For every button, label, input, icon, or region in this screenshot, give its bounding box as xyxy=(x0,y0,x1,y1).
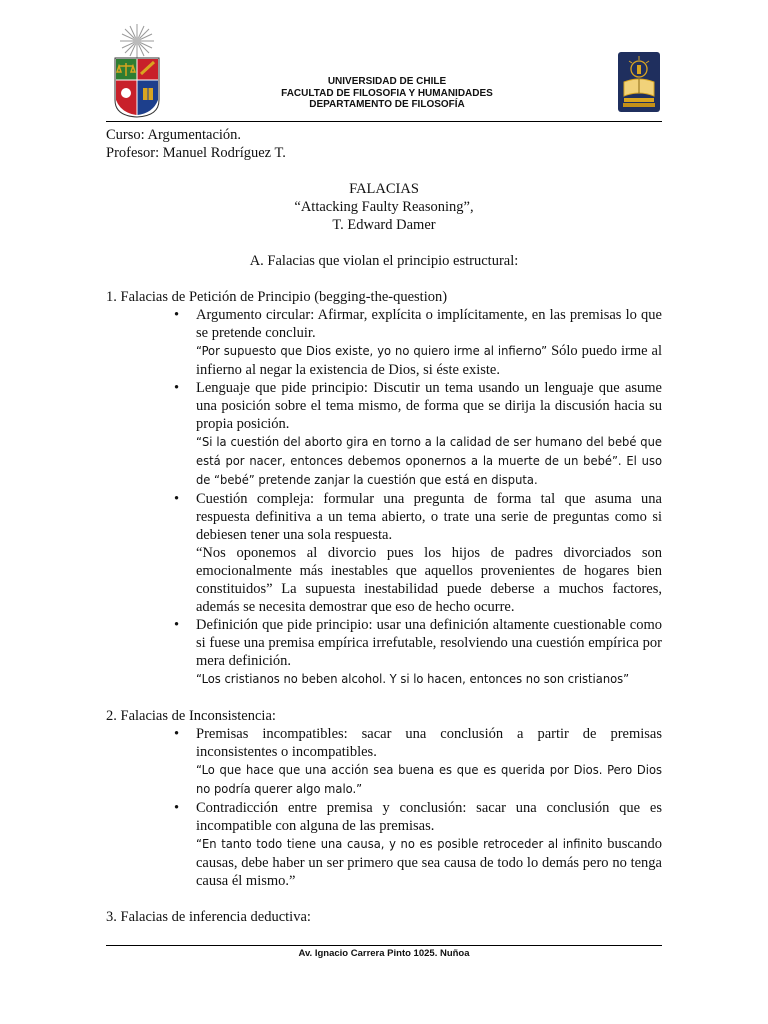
fallacy-definition: • Contradicción entre premisa y conclusión: sacar una conclusión que es incompatible con alguna de las premisas. xyxy=(196,800,662,834)
fallacy-list xyxy=(106,306,662,689)
section-heading: 2. Falacias de Inconsistencia: xyxy=(106,708,276,724)
fallacy-example xyxy=(196,670,662,689)
example-text: buscando causas, debe haber un ser primero que sea causa de todo lo demás pero no tenga causa él mismo.” xyxy=(196,836,662,889)
fallacy-example xyxy=(196,835,662,890)
example-quote: “Nos oponemos al divorcio pues los hijos de padres divorciados son xyxy=(196,545,662,561)
header-divider xyxy=(106,121,662,122)
footer-address: Av. Ignacio Carrera Pinto 1025. Nuñoa xyxy=(298,948,470,959)
section-a-heading: A. Falacias que violan el principio estructural: xyxy=(249,253,519,269)
example-text: Sólo puedo irme al infierno al negar la existencia de Dios, si éste existe. xyxy=(196,343,662,378)
department-name: DEPARTAMENTO DE FILOSOFÍA xyxy=(309,99,465,110)
fallacy-example xyxy=(196,544,662,616)
faculty-name: FACULTAD DE FILOSOFIA Y HUMANIDADES xyxy=(281,87,493,99)
university-coat-of-arms-icon xyxy=(113,22,161,118)
fallacy-definition: • Lenguaje que pide principio: Discutir un tema usando un lenguaje que asume una posición sobre el tema mismo, de forma que se dirija la discusión hacia su propia posición. xyxy=(196,380,662,432)
footer-divider xyxy=(106,945,662,946)
example-quote: “En tanto todo tiene una causa, y no es posible retroceder al infinito xyxy=(196,837,603,852)
document-title: FALACIAS xyxy=(349,181,419,197)
fallacy-example xyxy=(196,433,662,490)
section-heading: 3. Falacias de inferencia deductiva: xyxy=(106,909,311,925)
fallacy-definition: • Definición que pide principio: usar una definición altamente cuestionable como si fuese una premisa empírica irrefutable, resolviendo una cuestión empírica por mera definición. xyxy=(196,617,662,669)
list-item xyxy=(196,616,662,689)
document-body xyxy=(106,126,662,926)
list-item xyxy=(196,306,662,379)
example-quote: “Si la cuestión del aborto gira en torno a la calidad de ser humano del bebé xyxy=(196,435,637,450)
university-name: UNIVERSIDAD DE CHILE xyxy=(327,76,447,87)
fallacy-definition: • Premisas incompatibles: sacar una conclusión a partir de premisas inconsistentes o incompatibles. xyxy=(196,726,662,760)
section-heading: 1. Falacias de Petición de Principio (begging-the-question) xyxy=(106,289,448,305)
fallacy-example xyxy=(196,342,662,379)
professor-line: Profesor: Manuel Rodríguez T. xyxy=(106,145,286,161)
fallacy-example xyxy=(196,761,662,799)
faculty-book-crest-icon xyxy=(618,52,660,112)
list-item xyxy=(196,725,662,799)
list-item xyxy=(196,799,662,890)
fallacy-definition: • Cuestión compleja: formular una pregunta de forma tal que asuma una respuesta definitiva a un tema abierto, o trate una serie de preguntas como si debiesen tener una sola respuesta. xyxy=(196,491,662,543)
example-quote: “Lo que hace que una acción sea buena es que es querida por Dios. Pero Dios no podría querer algo malo.” xyxy=(196,763,662,797)
example-text: que está por nacer, entonces debemos oponernos a la muerte de un bebé”. El uso de “bebé” pretende zanjar la cuestión que está en disputa. xyxy=(196,435,662,488)
fallacy-definition: • Argumento circular: Afirmar, explícita o implícitamente, en las premisas lo que se pretende concluir. xyxy=(196,307,662,341)
book-author: T. Edward Damer xyxy=(332,217,436,233)
example-text: emocionalmente más inestables que aquellos provenientes de hogares bien constituidos” La supuesta inestabilidad puede deberse a muchos factores, además se necesita demostrar que eso de hecho ocurre. xyxy=(196,563,662,615)
fallacy-list xyxy=(106,725,662,890)
course-line: Curso: Argumentación. xyxy=(106,127,242,143)
example-quote: “Por supuesto que Dios existe, yo no quiero irme al infierno” xyxy=(196,344,548,359)
list-item xyxy=(196,379,662,490)
list-item xyxy=(196,490,662,616)
book-title: “Attacking Faulty Reasoning”, xyxy=(294,199,474,215)
institution-header xyxy=(230,76,544,111)
example-quote: “Los cristianos no beben alcohol. Y si lo hacen, entonces no son cristianos” xyxy=(196,672,630,687)
